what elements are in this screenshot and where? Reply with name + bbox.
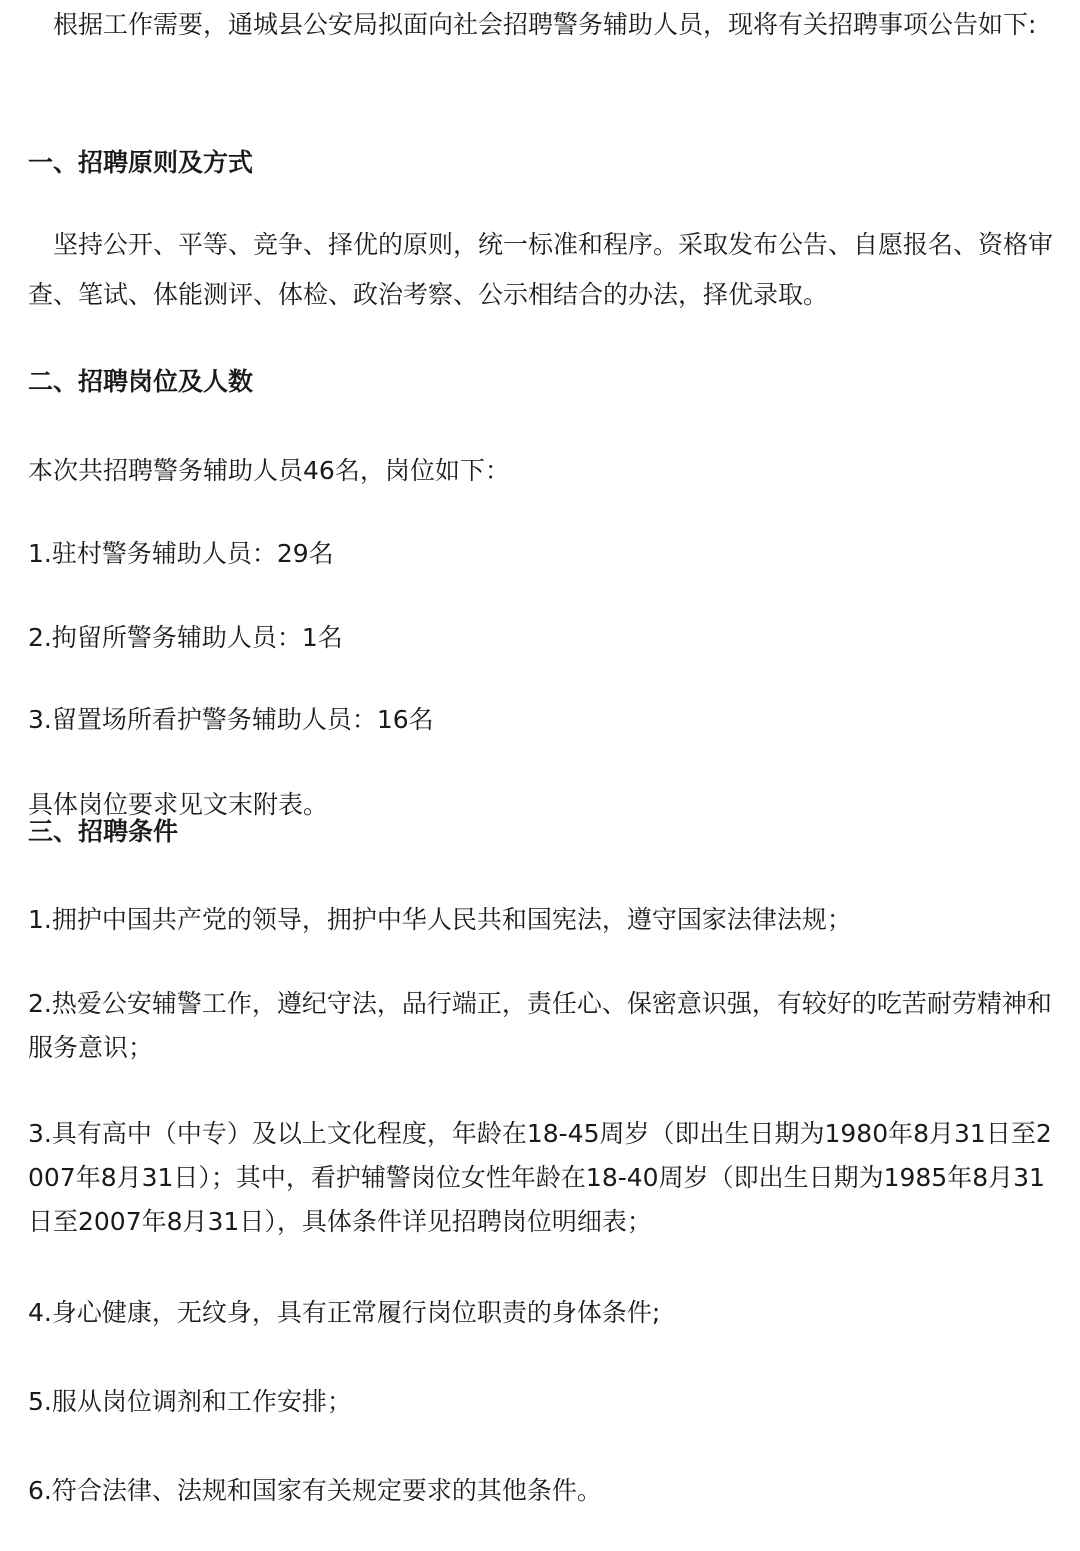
intro-paragraph: 根据工作需要，通城县公安局拟面向社会招聘警务辅助人员，现将有关招聘事项公告如下: xyxy=(53,10,1037,39)
positions-note: 具体岗位要求见文末附表。 xyxy=(28,790,329,819)
condition-item: 6.符合法律、法规和国家有关规定要求的其他条件。 xyxy=(28,1476,602,1505)
section-heading-principles: 一、招聘原则及方式 xyxy=(28,148,254,177)
position-item: 1.驻村警务辅助人员：29名 xyxy=(28,539,334,568)
section-heading-conditions: 三、招聘条件 xyxy=(28,817,179,846)
condition-item: 4.身心健康，无纹身，具有正常履行岗位职责的身体条件; xyxy=(28,1298,661,1327)
condition-item: 5.服从岗位调剂和工作安排； xyxy=(28,1387,352,1416)
principles-paragraph: 坚持公开、平等、竞争、择优的原则，统一标准和程序。采取发布公告、自愿报名、资格审查、笔试、体能测评、体检、政治考察、公示相结合的办法，择优录取。 xyxy=(28,230,1054,309)
position-item: 2.拘留所警务辅助人员：1名 xyxy=(28,623,343,652)
condition-item: 3.具有高中（中专）及以上文化程度，年龄在18-45周岁（即出生日期为1980年8月31日至2007年8月31日）；其中，看护辅警岗位女性年龄在18-40周岁（即出生日期为1985年8月31日至2007年8月31日），具体条件详见招聘岗位明细表； xyxy=(28,1119,1052,1236)
section-heading-positions: 二、招聘岗位及人数 xyxy=(28,367,254,396)
positions-summary: 本次共招聘警务辅助人员46名，岗位如下： xyxy=(28,456,510,485)
condition-item: 1.拥护中国共产党的领导，拥护中华人民共和国宪法，遵守国家法律法规； xyxy=(28,905,852,934)
condition-item: 2.热爱公安辅警工作，遵纪守法，品行端正，责任心、保密意识强，有较好的吃苦耐劳精神和服务意识； xyxy=(28,989,1052,1062)
position-item: 3.留置场所看护警务辅助人员：16名 xyxy=(28,705,434,734)
